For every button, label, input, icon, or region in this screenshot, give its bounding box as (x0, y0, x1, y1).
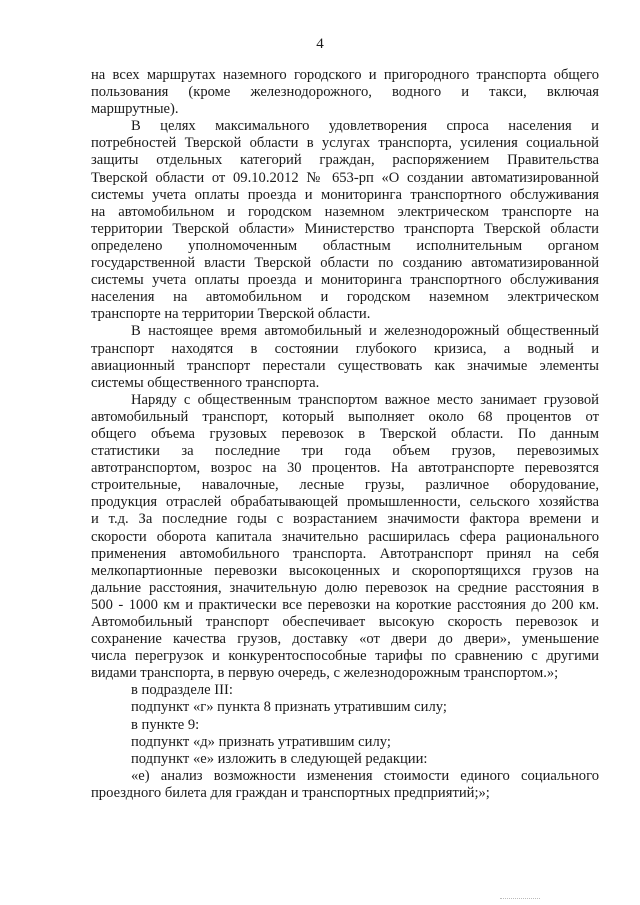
document-body (91, 67, 599, 802)
text-line: государственной власти Тверской области по созданию автоматизированной (91, 255, 599, 272)
page-number: 4 (316, 36, 324, 52)
text-line: в подразделе III: (131, 682, 233, 699)
text-line: Автомобильный транспорт обеспечивает высокую скорость перевозок и (91, 614, 599, 630)
text-line: подпункт «е» изложить в следующей редакции: (131, 750, 428, 767)
text-line: на автомобильном и городском наземном электрическом транспорте на (91, 203, 599, 220)
text-line: В настоящее время автомобильный и железнодорожный общественный (131, 323, 599, 340)
text-line: Наряду с общественным транспортом важное место занимает грузовой (131, 391, 599, 408)
text-line: Тверской области от 09.10.2012 № 653-рп «О создании автоматизированной (91, 169, 599, 186)
text-line: мелкопартионные перевозки высокоценных и скоропортящихся грузов на (91, 562, 599, 579)
text-line: 500 - 1000 км и практически все перевозки на короткие расстояния до 200 км. (91, 596, 599, 613)
text-line: дальние расстояния, значительную долю перевозок на средние расстояния в (91, 579, 599, 596)
text-line: транспорте на территории Тверской области. (91, 306, 371, 323)
text-line: сохранение качества грузов, доставку «от двери до двери», уменьшение (91, 631, 599, 648)
text-line: системы учета оплаты проезда и мониторинга транспортного обслуживания (91, 186, 599, 203)
text-line: продукция отраслей обрабатывающей промышленности, сельского хозяйства (91, 494, 599, 511)
text-line: статистики за последние три года объем грузов, перевозимых (91, 443, 599, 460)
text-line: системы учета оплаты проезда и мониторинга транспортного обслуживания (91, 272, 599, 289)
text-line: на всех маршрутах наземного городского и пригородного транспорта общего (91, 67, 599, 83)
text-line: числа перегрузок и конкурентоспособные тарифы по сравнению с другими (91, 648, 599, 665)
text-line: видами транспорта, в первую очередь, с железнодорожным транспортом.»; (91, 665, 559, 682)
text-line: определено уполномоченным областным исполнительным органом (91, 237, 599, 254)
text-line: защиты отдельных категорий граждан, распоряжением Правительства (91, 152, 599, 169)
text-line: автомобильный транспорт, который выполняет около 68 процентов от (91, 408, 599, 425)
text-line: подпункт «д» признать утратившим силу; (131, 733, 391, 750)
text-line: проездного билета для граждан и транспортных предприятий;»; (91, 784, 490, 801)
text-line: территории Тверской области» Министерство транспорта Тверской области (91, 220, 599, 237)
text-line: маршрутные). (91, 101, 179, 118)
text-line: общего объема грузовых перевозок в Тверской области. По данным (91, 425, 599, 442)
text-line: В целях максимального удовлетворения спроса населения и (131, 118, 599, 135)
text-line: населения на автомобильном и городском наземном электрическом (91, 289, 599, 306)
text-line: авиационный транспорт перестали существовать как значимые элементы (91, 357, 599, 374)
text-line: и т.д. За последние годы с возрастанием значимости фактора времени и (91, 511, 599, 528)
text-line: потребностей Тверской области в услугах транспорта, усиления социальной (91, 135, 599, 152)
text-line: применения автомобильного транспорта. Автотранспорт принял на себя (91, 545, 599, 562)
text-line: строительные, навалочные, лесные грузы, различное оборудование, (91, 477, 599, 494)
text-line: автотранспортом, возрос на 30 процентов. На автотранспорте перевозятся (91, 460, 599, 477)
scan-artifact (500, 898, 540, 901)
text-line: транспорт находятся в состоянии глубокого кризиса, а водный и (91, 340, 599, 357)
text-line: системы общественного транспорта. (91, 374, 320, 391)
text-line: подпункт «г» пункта 8 признать утратившим силу; (131, 699, 447, 716)
text-line: скорости оборота капитала значительно расширилась сфера рационального (91, 528, 599, 545)
text-line: «е) анализ возможности изменения стоимости единого социального (131, 767, 599, 784)
text-line: в пункте 9: (131, 716, 200, 733)
text-line: пользования (кроме железнодорожного, водного и такси, включая (91, 84, 599, 101)
